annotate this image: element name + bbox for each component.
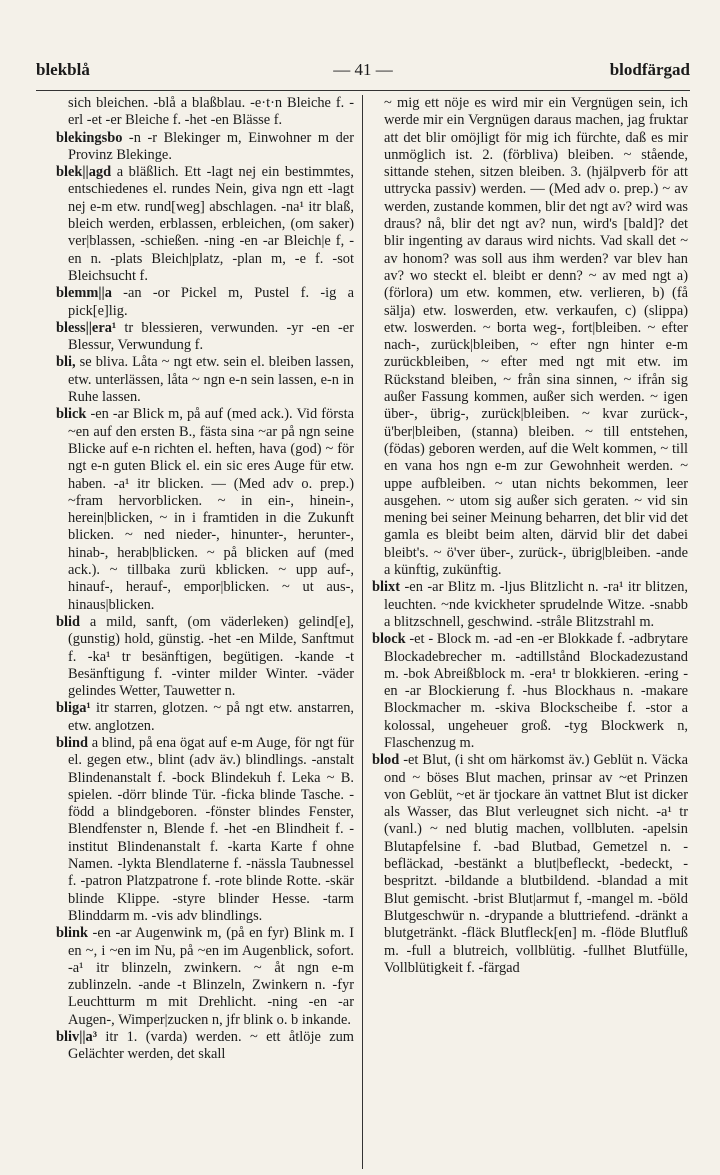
headword: block: [372, 631, 406, 648]
running-header: [36, 60, 690, 82]
headword: blid: [56, 613, 81, 630]
dictionary-entry: bless||era¹ tr blessieren, verwunden. -yr -en -er Blessur, Verwundung f.: [56, 319, 354, 354]
headword: bliv||a³: [56, 1029, 98, 1046]
dictionary-entry: blekingsbo -n -r Blekinger m, Einwohner m der Provinz Blekinge.: [56, 129, 354, 163]
dictionary-entry: block -et - Block m. -ad -en -er Blokkade f. -adbrytare Blockadebrecher m. -adtillstånd Blockadezustand m. -bok Abreißblock m. -era¹ tr blokkieren. -ering -en -ar Blockierung f. -hus Blockhaus n. -makare Blockmacher m. -skiva Blockscheibe f. -stor a kolossal, ungeheuer groß. -tyg Blockwerk n, Flaschenzug m.: [372, 631, 688, 751]
headword: blod: [372, 752, 400, 769]
dictionary-entry: bliga¹ itr starren, glotzen. ~ på ngt etw. anstarren, etw. anglotzen.: [56, 700, 354, 734]
dictionary-entry: bliv||a³ itr 1. (varda) werden. ~ ett åtlöje zum Gelächter werden, det skall: [56, 1029, 354, 1063]
headword: bless||era¹: [56, 319, 117, 336]
left-column: [36, 95, 363, 1169]
dictionary-entry: bli, se bliva. Låta ~ ngt etw. sein el. bleiben lassen, etw. unterlässen, låta ~ ngn e-n sein lassen, e-n in Ruhe lassen.: [56, 354, 354, 406]
dictionary-entry: ~ mig ett nöje es wird mir ein Vergnügen sein, ich werde mir ein Vergnügen daraus machen, jag fruktar att det blir omöjligt för mig ich fürchte, daß es mir unmöglich ist. 2. (förbliva) bleiben. ~ stående, sittande stehen, sitzen bleiben. 3. (hjälpverb för att uttrycka passiv) werden. — (Med adv o. prep.) ~ av werden, zustande kommen, blir det ngt av? wird was draus? nå, blir det ngt av? nun, wird's [bald]? det blir ingenting av daraus wird nichts. Vad skall det ~ av honom? was soll aus ihm werden? var blev han av? wo steckt el. bleibt er denn? ~ av med ngt a) (förlora) um etw. kommen, etw. verlieren, b) (få sälja) etw. loswerden, etw. verkaufen, c) (slippa) etw. loswerden. ~ borta weg-, fort|bleiben. ~ efter nach-, zurück|bleiben, ~ efter ngn hinter e-m zurückbleiben, ~ efter med ngt mit etw. im Rückstand bleiben, ~ från sina sinnen, ~ ifrån sig außer Fassung kommen, außer sich werden. ~ igen über-, übrig-, zurück|bleiben. ~ kvar zurück-, ü'ber|bleiben, (stanna) bleiben. ~ till entstehen, (födas) geboren werden, auf die Welt kommen, ~ till en vana hos ngn e-m zur Gewohnheit werden. ~ uppe aufbleiben. ~ utan nichts bekommen, leer ausgehen. ~ utom sig außer sich geraten. ~ vid sin mening bei seiner Meinung beharren, det blir vid det gamla es bleibt beim alten, därvid blir det dabei bleibt's. ~ ö'ver über-, zurück-, übrig|bleiben. -ande a künftig, zukünftig.: [384, 95, 688, 579]
headword: bliga¹: [56, 700, 91, 717]
dictionary-entry: sich bleichen. -blå a blaßblau. -e·t·n Bleiche f. -erl -et -er Bleiche f. -het -en Blässe f.: [68, 95, 354, 129]
dictionary-entry: blixt -en -ar Blitz m. -ljus Blitzlicht n. -ra¹ itr blitzen, leuchten. ~nde kvickheter sprudelnde Witze. -snabb a blitzschnell, geschwind. -stråle Blitzstrahl m.: [372, 579, 688, 630]
header-last-word: blodfärgad: [609, 60, 690, 79]
dictionary-entry: blind a blind, på ena ögat auf e-m Auge, för ngt für el. gegen etw., blint (adv äv.) blindlings. -anstalt Blindenanstalt f. -bock Blindekuh f. Leka ~ B. spielen. -dörr blinde Tür. -ficka blinde Tasche. -född a blindgeboren. -fönster blindes Fenster, Blendfenster n, Blende f. -het -en Blindheit f. -institut Blindenanstalt f. -karta Karte f ohne Namen. -lykta Blendlaterne f. -nässla Taubnessel f. -patron Platzpatrone f. -rote blinde Rotte. -skär blinde Klippe. -styre blinder Hesse. -tarm Blinddarm m. -vis adv blindlings.: [56, 734, 354, 924]
dictionary-entry: blink -en -ar Augenwink m, (på en fyr) Blink m. I en ~, i ~en im Nu, på ~en im Augenblick, sofort. -a¹ itr blinzeln, zwinkern. ~ åt ngn e-m zublinzeln. -ande -t Blinzeln, Zwinkern n. -fyr Leuchtturm m mit Drehlicht. -ning -en -ar Augen-, Wimper|zucken n, jfr blink o. b inkande.: [56, 925, 354, 1028]
header-first-word: blekblå: [36, 60, 90, 79]
headword: blind: [56, 734, 89, 751]
page-number: — 41 —: [333, 60, 393, 79]
dictionary-entry: blemm||a -an -or Pickel m, Pustel f. -ig a pick[e]lig.: [56, 285, 354, 319]
dictionary-entry: blek||agd a bläßlich. Ett -lagt nej ein bestimmtes, entschiedenes el. rundes Nein, giva ngn ett -lagt nej e-m etw. rund[weg] abschlagen. -na¹ itr blaß, bleich werden, erblassen, erbleichen, (om saker) ver|blassen, -schießen. -ning -en -ar Bleich|e f, -en n. -plats Bleich|platz, -plan m, -e f. -sot Bleichsucht f.: [56, 164, 354, 284]
headword: blink: [56, 925, 89, 942]
two-column-body: [36, 95, 690, 1169]
headword: bli,: [56, 354, 76, 371]
headword: blekingsbo: [56, 129, 123, 146]
dictionary-entry: blid a mild, sanft, (om väderleken) gelind[e], (gunstig) hold, günstig. -het -en Milde, Sanftmut f. -ka¹ tr besänftigen, begütigen. -kande -t Besänftigung f. -vinter milder Winter. -väder gelindes Wetter, Tauwetter n.: [56, 613, 354, 700]
headword: blixt: [372, 579, 400, 596]
headword: blick: [56, 406, 87, 423]
right-column: [363, 95, 690, 1169]
headword: blek||agd: [56, 164, 112, 181]
dictionary-entry: blod -et Blut, (i sht om härkomst äv.) Geblüt n. Väcka ond ~ böses Blut machen, prinsar av ~et Prinzen von Geblüt, ~et är tjockare än vattnet Blut ist dicker als Wasser, das Blut verleugnet sich nicht. -a¹ tr (vanl.) ~ ned blutig machen, vollbluten. -apelsin Blutapfelsine f. -bad Blutbad, Gemetzel n. -befläckad, -bestänkt a blut|befleckt, -bedeckt, -bespritzt. -bildande a blutbildend. -blandad a mit Blut gemischt. -brist Blut|armut f, -mangel m. -böld Blutgeschwür n. -drypande a bluttriefend. -dränkt a blutgetränkt. -fläck Blutfleck[en] m. -flöde Blutfluß m. -full a blutreich, vollblütig. -fullhet Blutfülle, Vollblütigkeit f. -färgad: [372, 752, 688, 976]
header-rule: [36, 90, 690, 91]
headword: blemm||a: [56, 285, 112, 302]
dictionary-entry: blick -en -ar Blick m, på auf (med ack.). Vid första ~en auf den ersten B., fästa sina ~ar på ngn seine Blicke auf e-n richten el. heften, hava (god) ~ för ngt e-n guten Blick el. ein sic eres Auge für etw. haben. -a¹ itr blicken. — (Med adv o. prep.) ~fram hervorblicken. ~ in ein-, hinein-, herein|blicken, ~ in i framtiden in die Zukunft blicken. ~ ned nieder-, hinunter-, herunter-, hinab-, herab|blicken. ~ på blicken auf (med ack.). ~ tillbaka zurü kblicken. ~ upp auf-, hinauf-, herauf-, empor|blicken. ~ ut aus-, hinaus|blicken.: [56, 406, 354, 613]
